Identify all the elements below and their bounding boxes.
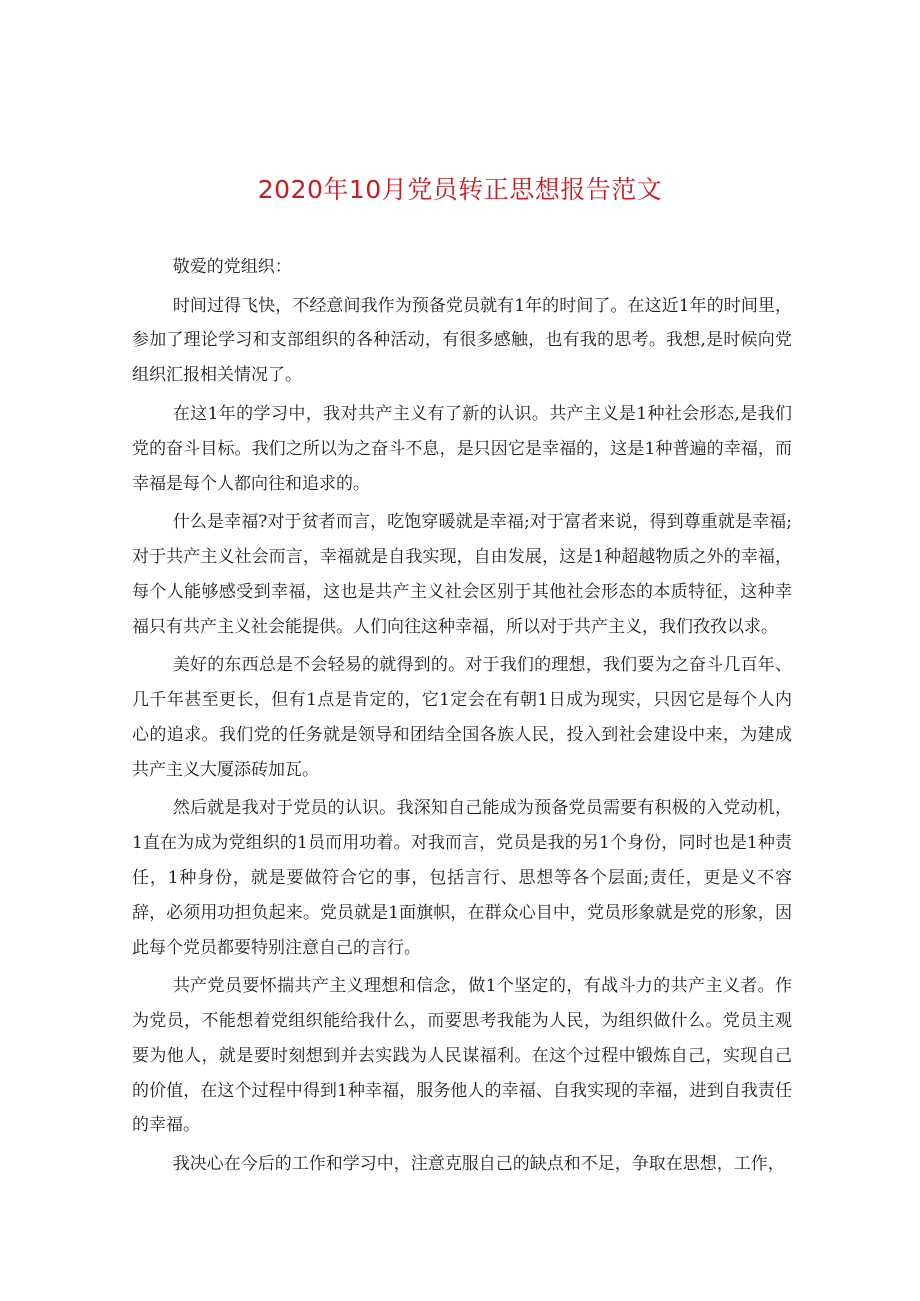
paragraph-3: 什么是幸福?对于贫者而言，吃饱穿暖就是幸福;对于富者来说，得到尊重就是幸福;对于共产主义社会而言，幸福就是自我实现，自由发展，这是1种超越物质之外的幸福，每个人能够感受到幸福，这也是共产主义社会区别于其他社会形态的本质特征，这种幸福只有共产主义社会能提供。人们向往这种幸福，所以对于共产主义，我们孜孜以求。	[132, 512, 792, 637]
paragraph-5: 然后就是我对于党员的认识。我深知自己能成为预备党员需要有积极的入党动机，1直在为成为党组织的1员而用功着。对我而言，党员是我的另1个身份，同时也是1种责任，1种身份，就是要做符合它的事，包括言行、思想等各个层面;责任，更是义不容辞，必须用功担负起来。党员就是1面旗帜，在群众心目中，党员形象就是党的形象，因此每个党员都要特别注意自己的言行。	[132, 798, 792, 958]
paragraph-2: 在这1年的学习中，我对共产主义有了新的认识。共产主义是1种社会形态,是我们党的奋斗目标。我们之所以为之奋斗不息，是只因它是幸福的，这是1种普遍的幸福，而幸福是每个人都向往和追求的。	[132, 403, 792, 494]
paragraph-1: 时间过得飞快，不经意间我作为预备党员就有1年的时间了。在这近1年的时间里，参加了理论学习和支部组织的各种活动，有很多感触，也有我的思考。我想,是时候向党组织汇报相关情况了。	[132, 295, 792, 386]
paragraph-7: 我决心在今后的工作和学习中，注意克服自己的缺点和不足，争取在思想，工作，	[172, 1154, 785, 1175]
paragraph-4: 美好的东西总是不会轻易的就得到的。对于我们的理想，我们要为之奋斗几百年、几千年甚至更长，但有1点是肯定的，它1定会在有朝1日成为现实，只因它是每个人内心的追求。我们党的任务就是领导和团结全国各族人民，投入到社会建设中来，为建成共产主义大厦添砖加瓦。	[132, 655, 792, 780]
document-title: 2020年10月党员转正思想报告范文	[257, 175, 663, 204]
salutation: 敬爱的党组织：	[172, 257, 292, 277]
document-body	[132, 250, 792, 1186]
paragraph-6: 共产党员要怀揣共产主义理想和信念，做1个坚定的，有战斗力的共产主义者。作为党员，不能想着党组织能给我什么，而要思考我能为人民，为组织做什么。党员主观要为他人，就是要时刻想到并去实践为人民谋福利。在这个过程中锻炼自己，实现自己的价值，在这个过程中得到1种幸福，服务他人的幸福、自我实现的幸福，进到自我责任的幸福。	[132, 976, 792, 1136]
